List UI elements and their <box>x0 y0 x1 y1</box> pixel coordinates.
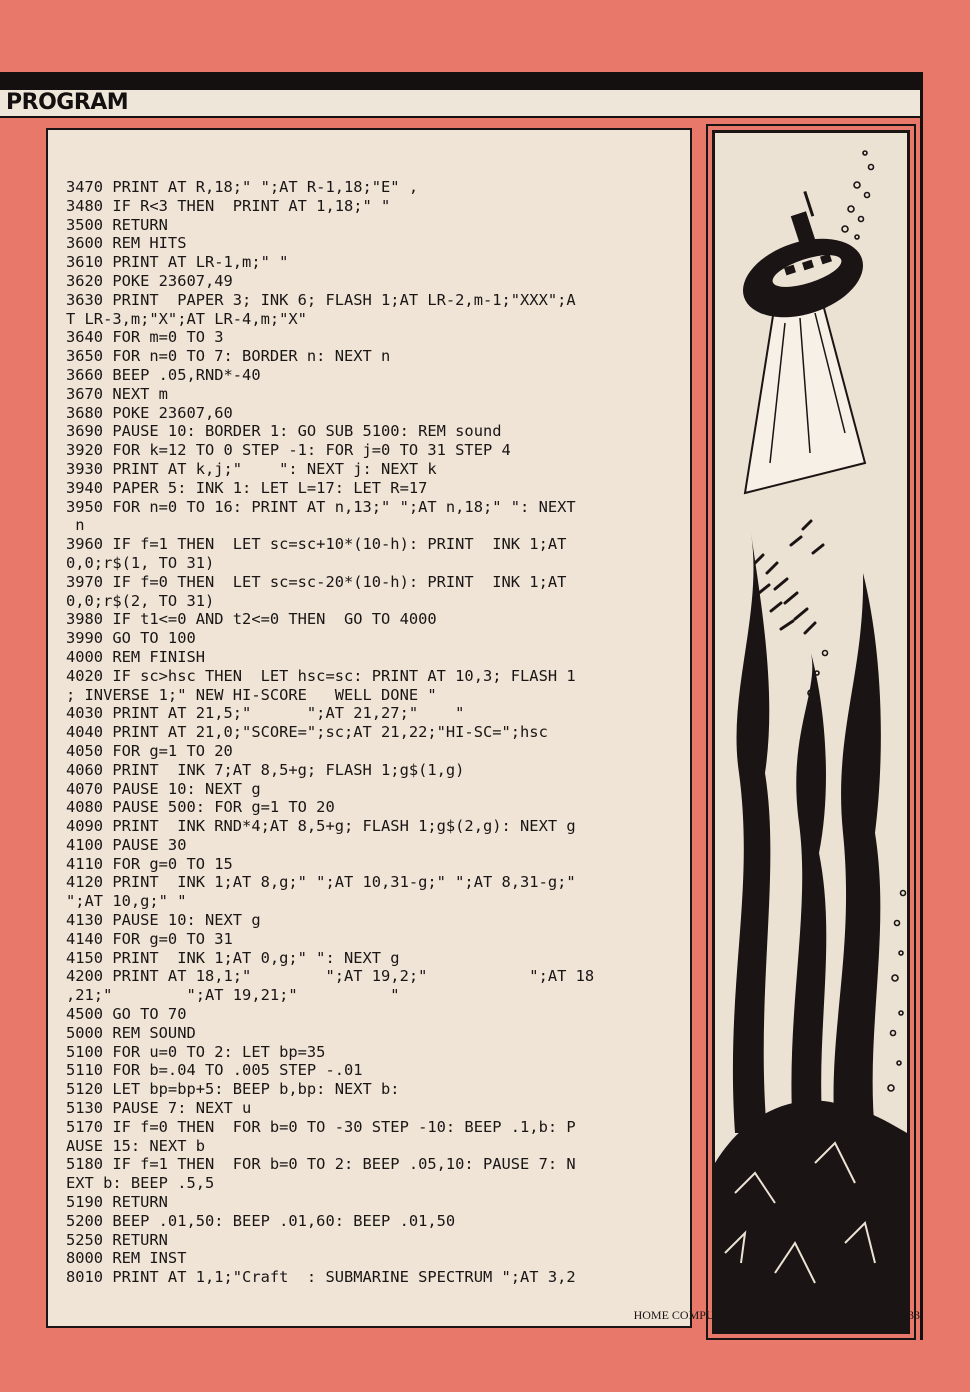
code-line: 3920 FOR k=12 TO 0 STEP -1: FOR j=0 TO 31 STEP 4 <box>66 441 511 460</box>
code-line: 3690 PAUSE 10: BORDER 1: GO SUB 5100: REM sound <box>66 422 502 441</box>
code-line: 3610 PRINT AT LR-1,m;" " <box>66 253 289 272</box>
code-line: 4080 PAUSE 500: FOR g=1 TO 20 <box>66 798 335 817</box>
code-line: 4030 PRINT AT 21,5;" ";AT 21,27;" " <box>66 704 465 723</box>
code-line: 4100 PAUSE 30 <box>66 835 187 854</box>
code-line: 5180 IF f=1 THEN FOR b=0 TO 2: BEEP .05,10: PAUSE 7: N <box>66 1155 576 1174</box>
code-line: n <box>66 516 85 535</box>
code-line: 5250 RETURN <box>66 1230 168 1249</box>
code-line: 8010 PRINT AT 1,1;"Craft : SUBMARINE SPECTRUM ";AT 3,2 <box>66 1268 576 1287</box>
illustration-panel <box>712 130 910 1334</box>
code-line: 4120 PRINT INK 1;AT 8,g;" ";AT 10,31-g;" ";AT 8,31-g;" <box>66 873 576 892</box>
top-bar <box>0 72 922 90</box>
code-line: 8000 REM INST <box>66 1249 187 1268</box>
code-line: 3670 NEXT m <box>66 384 168 403</box>
code-line: 5190 RETURN <box>66 1193 168 1212</box>
code-line: 0,0;r$(2, TO 31) <box>66 591 215 610</box>
code-line: 4130 PAUSE 10: NEXT g <box>66 911 261 930</box>
code-line: 3680 POKE 23607,60 <box>66 403 233 422</box>
seaweed-right <box>834 573 881 1133</box>
code-line: 4040 PRINT AT 21,0;"SCORE=";sc;AT 21,22;"HI-SC=";hsc <box>66 723 548 742</box>
code-line: 3500 RETURN <box>66 215 168 234</box>
code-line: 3600 REM HITS <box>66 234 187 253</box>
code-line: 3930 PRINT AT k,j;" ": NEXT j: NEXT k <box>66 459 437 478</box>
code-line: 3950 FOR n=0 TO 16: PRINT AT n,13;" ";AT n,18;" ": NEXT <box>66 497 576 516</box>
code-line: 4200 PRINT AT 18,1;" ";AT 19,2;" ";AT 18 <box>66 967 595 986</box>
code-line: 4060 PRINT INK 7;AT 8,5+g; FLASH 1;g$(1,g) <box>66 760 465 779</box>
code-line: 5110 FOR b=.04 TO .005 STEP -.01 <box>66 1061 363 1080</box>
right-rule <box>920 72 923 1340</box>
code-line: 3660 BEEP .05,RND*-40 <box>66 365 261 384</box>
seaweed-middle <box>791 653 826 1133</box>
code-line: 4020 IF sc>hsc THEN LET hsc=sc: PRINT AT 10,3; FLASH 1 <box>66 666 576 685</box>
code-line: 4050 FOR g=1 TO 20 <box>66 741 233 760</box>
code-line: 3620 POKE 23607,49 <box>66 271 233 290</box>
submarine-illustration <box>715 133 907 1331</box>
code-line: AUSE 15: NEXT b <box>66 1136 205 1155</box>
code-line: 4000 REM FINISH <box>66 647 205 666</box>
code-line: 5170 IF f=0 THEN FOR b=0 TO -30 STEP -10: BEEP .1,b: P <box>66 1117 576 1136</box>
code-line: T LR-3,m;"X";AT LR-4,m;"X" <box>66 309 307 328</box>
program-listing <box>66 178 682 1287</box>
code-line: 5200 BEEP .01,50: BEEP .01,60: BEEP .01,50 <box>66 1211 456 1230</box>
code-line: 5100 FOR u=0 TO 2: LET bp=35 <box>66 1042 326 1061</box>
code-line: 3960 IF f=1 THEN LET sc=sc+10*(10-h): PRINT INK 1;AT <box>66 535 567 554</box>
code-line: 4090 PRINT INK RND*4;AT 8,5+g; FLASH 1;g$(2,g): NEXT g <box>66 817 576 836</box>
seaweed-left <box>733 533 770 1133</box>
code-line: 3970 IF f=0 THEN LET sc=sc-20*(10-h): PRINT INK 1;AT <box>66 572 567 591</box>
code-line: 3630 PRINT PAPER 3; INK 6; FLASH 1;AT LR-2,m-1;"XXX";A <box>66 290 576 309</box>
code-line: 3640 FOR m=0 TO 3 <box>66 328 224 347</box>
section-label: PROGRAM <box>6 90 129 115</box>
code-line: 4500 GO TO 70 <box>66 1005 187 1024</box>
code-line: 3980 IF t1<=0 AND t2<=0 THEN GO TO 4000 <box>66 610 437 629</box>
code-line: ";AT 10,g;" " <box>66 892 187 911</box>
code-line: ; INVERSE 1;" NEW HI-SCORE WELL DONE " <box>66 685 437 704</box>
code-line: 5130 PAUSE 7: NEXT u <box>66 1099 252 1118</box>
code-line: ,21;" ";AT 19,21;" " <box>66 986 400 1005</box>
listing-panel <box>46 128 692 1328</box>
debris <box>755 521 823 633</box>
header-strip <box>0 90 922 118</box>
page-footer: HOME COMPUTING WEEKLY 30 October 1984 Page 33 <box>633 1308 920 1322</box>
seabed-rocks <box>715 1101 907 1332</box>
code-line: EXT b: BEEP .5,5 <box>66 1174 215 1193</box>
code-line: 0,0;r$(1, TO 31) <box>66 553 215 572</box>
code-line: 3480 IF R<3 THEN PRINT AT 1,18;" " <box>66 196 391 215</box>
code-line: 3940 PAPER 5: INK 1: LET L=17: LET R=17 <box>66 478 428 497</box>
code-line: 3650 FOR n=0 TO 7: BORDER n: NEXT n <box>66 347 391 366</box>
code-line: 4140 FOR g=0 TO 31 <box>66 929 233 948</box>
code-line: 3470 PRINT AT R,18;" ";AT R-1,18;"E" , <box>66 178 419 196</box>
code-line: 5000 REM SOUND <box>66 1023 196 1042</box>
code-line: 4110 FOR g=0 TO 15 <box>66 854 233 873</box>
code-line: 5120 LET bp=bp+5: BEEP b,bp: NEXT b: <box>66 1080 400 1099</box>
code-line: 4070 PAUSE 10: NEXT g <box>66 779 261 798</box>
code-line: 4150 PRINT INK 1;AT 0,g;" ": NEXT g <box>66 948 400 967</box>
code-line: 3990 GO TO 100 <box>66 629 196 648</box>
